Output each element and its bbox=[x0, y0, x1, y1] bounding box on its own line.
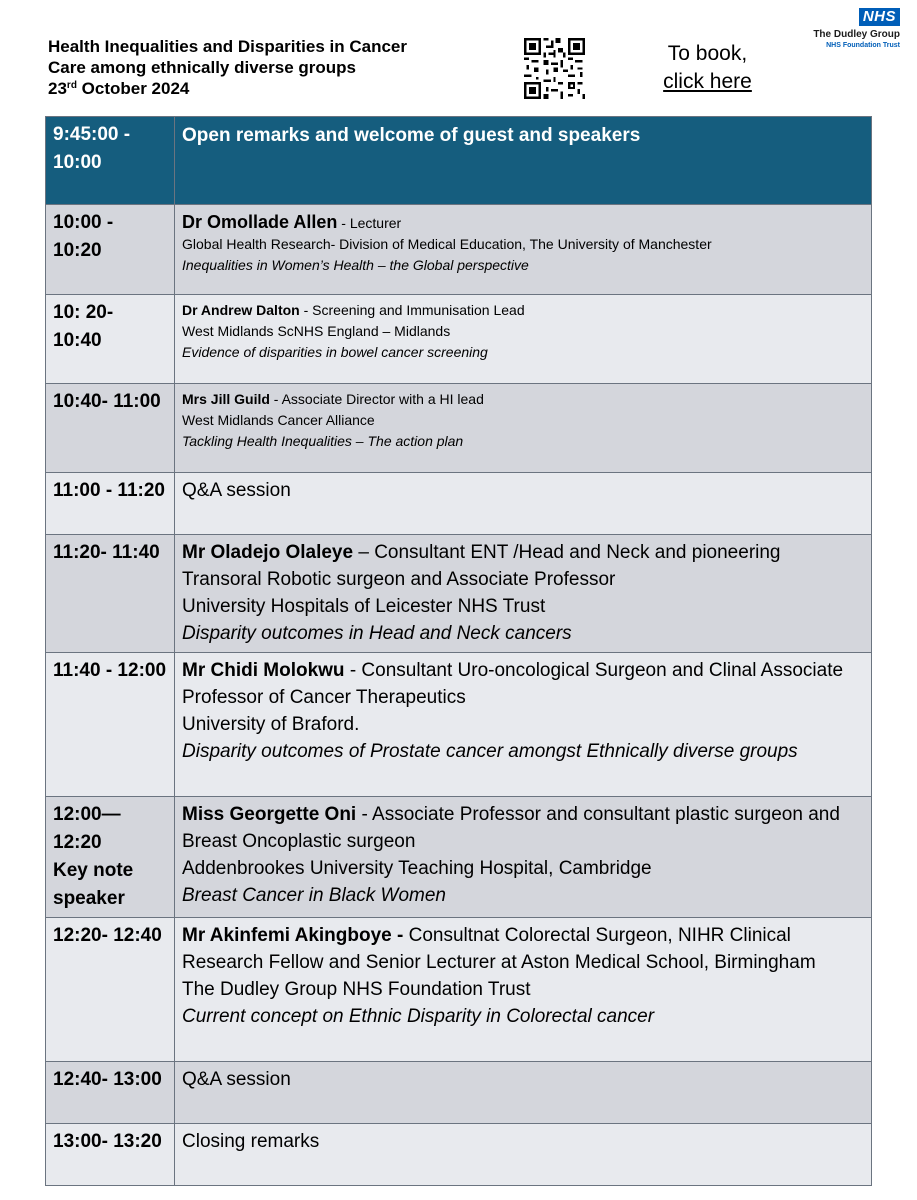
agenda-item bbox=[175, 205, 872, 295]
speaker-role: - Associate Professor and consultant plastic surgeon and Breast Oncoplastic surgeon bbox=[182, 804, 840, 852]
agenda-item bbox=[175, 653, 872, 797]
agenda-time: 9:45:00 - 10:00 bbox=[46, 117, 175, 205]
agenda-time: 10: 20- 10:40 bbox=[46, 295, 175, 384]
agenda-row bbox=[46, 473, 872, 535]
speaker-name: Dr Andrew Dalton bbox=[182, 302, 300, 318]
speaker-org: University of Braford. bbox=[182, 714, 360, 735]
nhs-logo-block bbox=[800, 8, 900, 50]
speaker-role: - Screening and Immunisation Lead bbox=[299, 302, 525, 318]
speaker-role: - Associate Director with a HI lead bbox=[269, 391, 484, 407]
agenda-row bbox=[46, 797, 872, 918]
talk-title: Inequalities in Women’s Health – the Global perspective bbox=[182, 257, 529, 273]
talk-title: Breast Cancer in Black Women bbox=[182, 885, 446, 906]
speaker-org: The Dudley Group NHS Foundation Trust bbox=[182, 979, 531, 1000]
agenda-item: Q&A session bbox=[175, 1062, 872, 1124]
agenda-time: 11:20- 11:40 bbox=[46, 535, 175, 653]
speaker-role: – Consultant ENT /Head and Neck and pioneering Transoral Robotic surgeon and Associate Professor bbox=[182, 542, 781, 590]
speaker-org: Global Health Research- Division of Medical Education, The University of Manchester bbox=[182, 236, 712, 252]
speaker-name: Mr Akinfemi Akingboye - bbox=[182, 925, 409, 946]
title-line-1: Health Inequalities and Disparities in Cancer bbox=[48, 37, 407, 56]
agenda-row bbox=[46, 384, 872, 473]
booking-link[interactable]: click here bbox=[663, 70, 752, 93]
speaker-name: Mr Oladejo Olaleye bbox=[182, 542, 354, 563]
agenda-row bbox=[46, 653, 872, 797]
event-date: 23rd October 2024 bbox=[48, 79, 190, 98]
agenda-item: Closing remarks bbox=[175, 1124, 872, 1186]
agenda-time bbox=[46, 797, 175, 918]
booking-text: To book, bbox=[667, 42, 748, 65]
agenda-table bbox=[45, 116, 872, 1186]
speaker-org: West Midlands Cancer Alliance bbox=[182, 412, 375, 428]
agenda-item: Q&A session bbox=[175, 473, 872, 535]
speaker-role: Consultnat Colorectal Surgeon, NIHR Clinical Research Fellow and Senior Lecturer at Aston Medical School, Birmingham bbox=[182, 925, 816, 973]
agenda-row bbox=[46, 205, 872, 295]
speaker-org: Addenbrookes University Teaching Hospital, Cambridge bbox=[182, 858, 652, 879]
agenda-time: 13:00- 13:20 bbox=[46, 1124, 175, 1186]
speaker-org: West Midlands ScNHS England – Midlands bbox=[182, 323, 451, 339]
agenda-time: 11:40 - 12:00 bbox=[46, 653, 175, 797]
agenda-row bbox=[46, 117, 872, 205]
agenda-row bbox=[46, 295, 872, 384]
booking-block bbox=[640, 40, 775, 96]
agenda-time: 10:40- 11:00 bbox=[46, 384, 175, 473]
nhs-logo: NHS bbox=[859, 8, 900, 26]
agenda-item: Open remarks and welcome of guest and speakers bbox=[175, 117, 872, 205]
agenda-item bbox=[175, 797, 872, 918]
qr-code-icon[interactable] bbox=[524, 38, 585, 99]
event-title bbox=[48, 36, 508, 99]
org-trust: NHS Foundation Trust bbox=[826, 42, 900, 49]
speaker-role: - Consultant Uro-oncological Surgeon and Clinal Associate Professor of Cancer Therapeutics bbox=[182, 660, 844, 708]
speaker-name: Mr Chidi Molokwu bbox=[182, 660, 345, 681]
org-name: The Dudley Group bbox=[813, 29, 900, 40]
agenda-time: 10:00 - 10:20 bbox=[46, 205, 175, 295]
speaker-role: - Lecturer bbox=[337, 215, 402, 231]
agenda-time: 12:20- 12:40 bbox=[46, 918, 175, 1062]
title-line-2: Care among ethnically diverse groups bbox=[48, 58, 356, 77]
keynote-label: Key note speaker bbox=[53, 860, 134, 909]
agenda-time-range: 12:00— 12:20 bbox=[53, 804, 121, 853]
talk-title: Disparity outcomes in Head and Neck cancers bbox=[182, 623, 572, 644]
talk-title: Tackling Health Inequalities – The action plan bbox=[182, 433, 464, 449]
talk-title: Evidence of disparities in bowel cancer screening bbox=[182, 344, 488, 360]
agenda-item bbox=[175, 295, 872, 384]
agenda-time: 11:00 - 11:20 bbox=[46, 473, 175, 535]
talk-title: Disparity outcomes of Prostate cancer amongst Ethnically diverse groups bbox=[182, 741, 798, 762]
talk-title: Current concept on Ethnic Disparity in Colorectal cancer bbox=[182, 1006, 655, 1027]
agenda-time: 12:40- 13:00 bbox=[46, 1062, 175, 1124]
speaker-name: Miss Georgette Oni bbox=[182, 804, 357, 825]
agenda-item bbox=[175, 918, 872, 1062]
speaker-org: University Hospitals of Leicester NHS Trust bbox=[182, 596, 546, 617]
speaker-name: Dr Omollade Allen bbox=[182, 212, 338, 232]
agenda-row bbox=[46, 535, 872, 653]
agenda-row bbox=[46, 918, 872, 1062]
agenda-row bbox=[46, 1124, 872, 1186]
agenda-item bbox=[175, 535, 872, 653]
speaker-name: Mrs Jill Guild bbox=[182, 391, 270, 407]
agenda-row bbox=[46, 1062, 872, 1124]
agenda-item bbox=[175, 384, 872, 473]
